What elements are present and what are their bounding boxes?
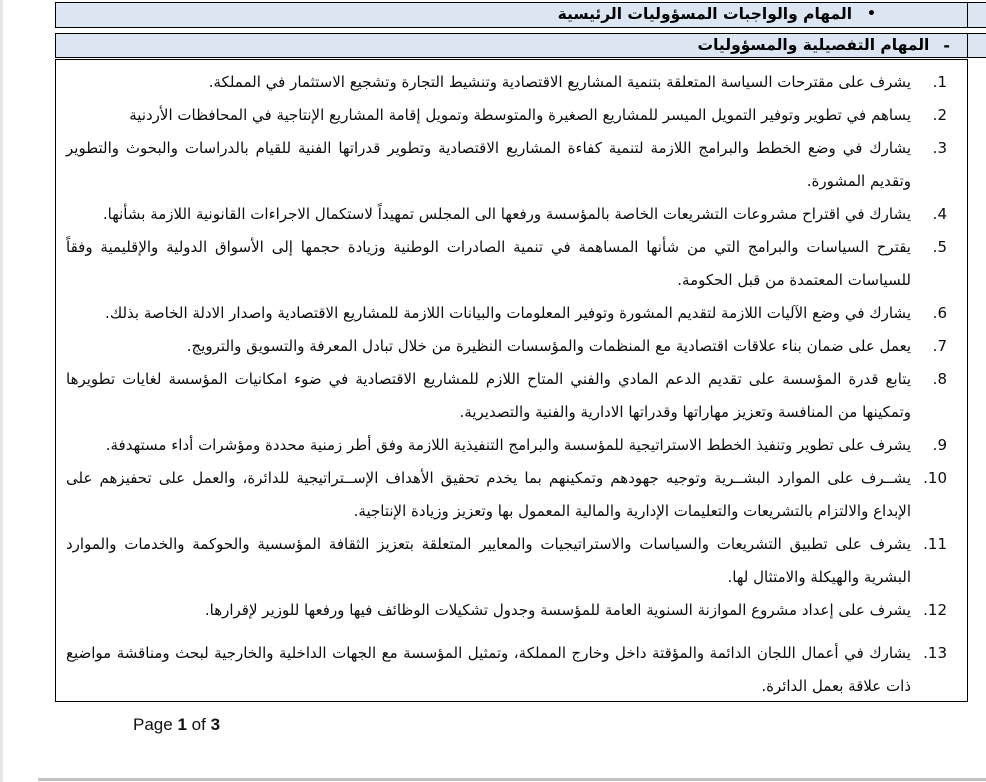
task-item-number: 9. <box>932 436 947 454</box>
task-item <box>66 132 955 198</box>
next-page-edge <box>38 778 986 781</box>
task-item-text: يشرف على مقترحات السياسة المتعلقة بتنمية المشاريع الاقتصادية وتنشيط التجارة وتشجيع الاستثمار في المملكة. <box>208 73 911 91</box>
task-item-number: 3. <box>932 139 947 157</box>
task-item-number: 13. <box>923 644 947 662</box>
task-item-text: يشرف على إعداد مشروع الموازنة السنوية العامة للمؤسسة وجدول تشكيلات الوظائف فيها ورفعها للوزير لإقرارها. <box>204 601 911 619</box>
task-list <box>55 59 968 702</box>
task-item-text: يشرف على تطوير وتنفيذ الخطط الاستراتيجية للمؤسسة والبرامج التنفيذية اللازمة وفق أطر زمنية محددة ومؤشرات أداء مستهدفة. <box>105 436 911 454</box>
footer-of-label: of <box>191 715 206 734</box>
main-responsibilities-title: المهام والواجبات المسؤوليات الرئيسية <box>557 5 853 24</box>
task-item <box>66 66 955 99</box>
footer-page-number: 1 <box>177 715 187 734</box>
task-item-text: يشــرف على الموارد البشــرية وتوجيه جهودهم وتمكينهم بما يخدم تحقيق الأهداف الإســتراتيجية للدائرة، والعمل على تحفيزهم على الإبداع والالتزام بالتشريعات والتعليمات الإدارية والمالية المعمول بها وتعزيز وزيادة الإنتاجية. <box>66 469 911 520</box>
task-item-text: يتابع قدرة المؤسسة على تقديم الدعم المادي والفني المتاح اللازم للمشاريع الاقتصادية في ضوء امكانيات المؤسسة لغايات تطويرها وتمكينها من المنافسة وتعزيز مهاراتها وقدراتها الادارية والفنية والتصديرية. <box>66 370 911 421</box>
task-item-number: 4. <box>932 205 947 223</box>
footer-page-label: Page <box>133 715 173 734</box>
bullet-icon: • <box>867 6 876 22</box>
task-item <box>66 198 955 231</box>
task-item-number: 10. <box>923 469 947 487</box>
task-item-text: يشارك في وضع الآليات اللازمة لتقديم المشورة وتوفير المعلومات والبيانات اللازمة للمشاريع الاقتصادية واصدار الادلة الخاصة بذلك. <box>105 304 911 322</box>
task-item-text: يعمل على ضمان بناء علاقات اقتصادية مع المنظمات والمؤسسات النظيرة من خلال تبادل المعرفة والتسويق والترويج. <box>186 337 911 355</box>
detailed-responsibilities-title: المهام التفصيلية والمسؤوليات <box>697 35 930 54</box>
page-left-edge <box>0 0 3 782</box>
task-item-text: يقترح السياسات والبرامج التي من شأنها المساهمة في تنمية الصادرات الوطنية وزيادة حجمها إلى الأسواق الدولية والإقليمية وفقاً للسياسات المعتمدة من قبل الحكومة. <box>66 238 911 289</box>
task-item-number: 5. <box>932 238 947 256</box>
task-item <box>66 462 955 528</box>
task-item-text: يشارك في اقتراح مشروعات التشريعات الخاصة بالمؤسسة ورفعها الى المجلس تمهيداً لاستكمال الاجراءات القانونية اللازمة بشأنها. <box>102 205 911 223</box>
task-item <box>66 528 955 594</box>
task-item-text: يشارك في وضع الخطط والبرامج اللازمة لتنمية كفاءة المشاريع الاقتصادية وتطوير قدراتها الفنية للقيام بالدراسات والبحوث والتطوير وتقديم المشورة. <box>66 139 911 190</box>
task-item-text: يساهم في تطوير وتوفير التمويل الميسر للمشاريع الصغيرة والمتوسطة وتمويل إقامة المشاريع الإنتاجية في المحافظات الأردنية <box>129 106 911 124</box>
task-item <box>66 297 955 330</box>
task-item-number: 7. <box>932 337 947 355</box>
task-item-number: 12. <box>923 601 947 619</box>
task-item-text: يشارك في أعمال اللجان الدائمة والمؤقتة داخل وخارج المملكة، وتمثيل المؤسسة مع الجهات الداخلية والخارجية لبحث ومناقشة مواضيع ذات علاقة بعمل الدائرة. <box>66 644 911 695</box>
task-item <box>66 594 955 627</box>
task-item-number: 1. <box>932 73 947 91</box>
detailed-responsibilities-header <box>55 33 986 58</box>
task-item <box>66 363 955 429</box>
task-item-number: 11. <box>923 535 947 553</box>
task-item-number: 2. <box>932 106 947 124</box>
task-item-text: يشرف على تطبيق التشريعات والسياسات والاستراتيجيات والمعايير المتعلقة بتعزيز الثقافة المؤسسية والحوكمة والخدمات والموارد البشرية والهيكلة والامتثال لها. <box>66 535 911 586</box>
main-responsibilities-header <box>55 2 986 28</box>
footer-total-pages: 3 <box>210 715 221 734</box>
task-item-number: 6. <box>932 304 947 322</box>
page-footer <box>133 715 220 735</box>
task-item <box>66 637 955 702</box>
task-item <box>66 99 955 132</box>
dash-icon: - <box>943 35 950 55</box>
task-item-number: 8. <box>932 370 947 388</box>
task-item <box>66 429 955 462</box>
task-item <box>66 231 955 297</box>
task-item <box>66 330 955 363</box>
